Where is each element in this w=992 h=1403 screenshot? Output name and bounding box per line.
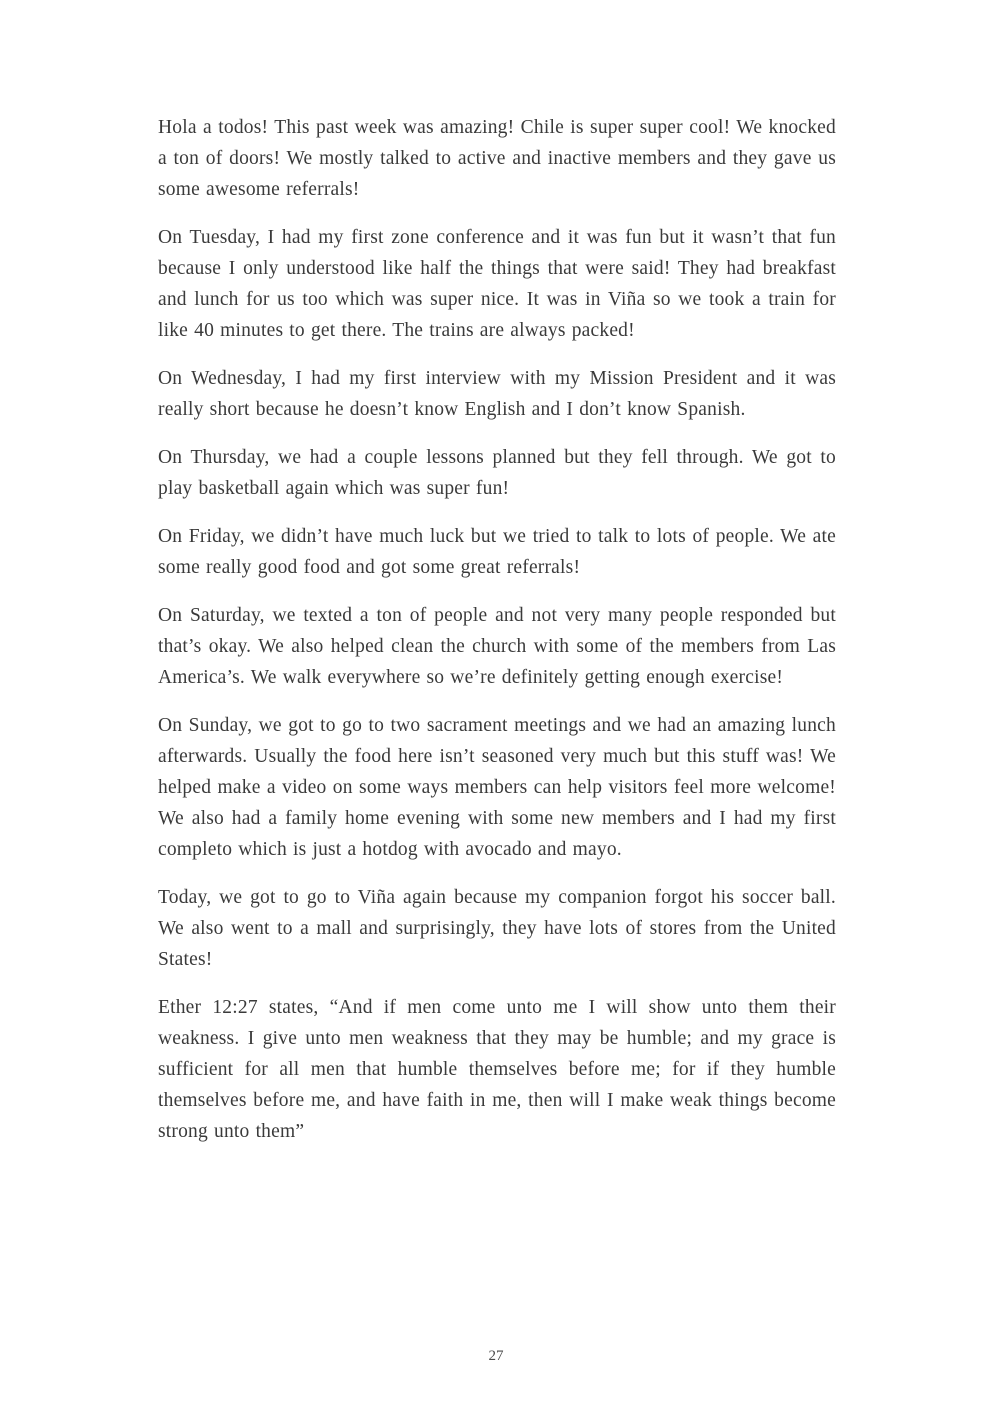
paragraph: On Tuesday, I had my first zone conference and it was fun but it wasn’t that fun because I only understood like half the things that were said! They had breakfast and lunch for us too which was super nice. It was in Viña so we took a train for like 40 minutes to get there. The trains are always packed! [158,227,836,341]
paragraph: On Sunday, we got to go to two sacrament meetings and we had an amazing lunch afterwards. Usually the food here isn’t seasoned very much but this stuff was! We helped make a video on some ways members can help visitors feel more welcome! We also had a family home evening with some new members and I had my first completo which is just a hotdog with avocado and mayo. [158,715,836,860]
paragraph: On Wednesday, I had my first interview with my Mission President and it was really short because he doesn’t know English and I don’t know Spanish. [158,368,836,420]
document-body [158,112,836,1164]
paragraph: On Saturday, we texted a ton of people and not very many people responded but that’s okay. We also helped clean the church with some of the members from Las America’s. We walk everywhere so we’re definitely getting enough exercise! [158,605,836,688]
paragraph: Hola a todos! This past week was amazing! Chile is super super cool! We knocked a ton of doors! We mostly talked to active and inactive members and they gave us some awesome referrals! [158,117,836,200]
paragraph: On Thursday, we had a couple lessons planned but they fell through. We got to play basketball again which was super fun! [158,447,836,499]
paragraph: Ether 12:27 states, “And if men come unto me I will show unto them their weakness. I give unto men weakness that they may be humble; and my grace is sufficient for all men that humble themselves before me; for if they humble themselves before me, and have faith in me, then will I make weak things become strong unto them” [158,997,836,1142]
paragraph: On Friday, we didn’t have much luck but we tried to talk to lots of people. We ate some really good food and got some great referrals! [158,526,836,578]
page-number: 27 [488,1348,504,1364]
paragraph: Today, we got to go to Viña again because my companion forgot his soccer ball. We also went to a mall and surprisingly, they have lots of stores from the United States! [158,887,836,970]
